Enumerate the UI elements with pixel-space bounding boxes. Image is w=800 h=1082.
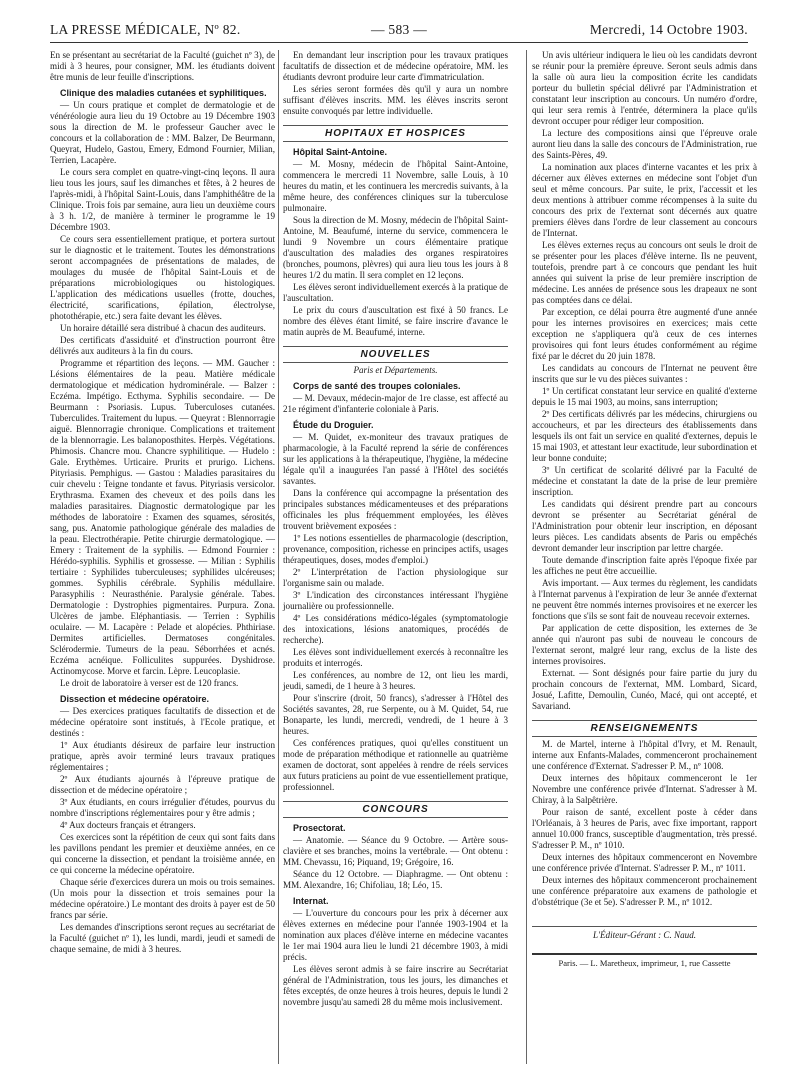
section-heading: Clinique des maladies cutanées et syphilitiques.	[60, 88, 267, 98]
section-banner: CONCOURS	[283, 801, 508, 818]
paragraph: — Des exercices pratiques facultatifs de dissection et de médecine opératoire sont institués, à l'Ecole pratique, et destinés :	[50, 706, 275, 738]
paragraph: Les séries seront formées dès qu'il y aura un nombre suffisant d'élèves inscrits. MM. les élèves inscrits seront ensuite convoqués par lettre individuelle.	[283, 84, 508, 116]
paragraph: Pour raison de santé, excellent poste à céder dans l'Orléanais, à 3 heures de Paris, avec fixe important, rapport annuel 10.000 francs, susceptible d'augmentation, très pressé. S'adresser P. M., nº 1010.	[532, 807, 757, 850]
paragraph: En se présentant au secrétariat de la Faculté (guichet nº 3), de midi à 3 heures, pour consigner, MM. les étudiants doivent être munis de leur feuille d'inscriptions.	[50, 50, 275, 82]
paragraph: Programme et répartition des leçons. — MM. Gaucher : Lésions élémentaires de la peau. Matière médicale dermatologique et médication hydrominérale. — Balzer : Eczéma. Impétigo. Ecthyma. Syphilis secondaire. — De Beurmann : Psoriasis. Lupus. Tuberculoses cutanées. Tuberculides. Traitement du lupus. — Queyrat : Blennorragie aiguë. Blennorragie chronique. Complications et traitement de la blennorragie. Les balanoposthites. Herpès. Végétations. Phimosis. Chancre mou. Chancre syphilitique. — Hudelo : Gale. Erythèmes. Urticaire. Prurits et prurigo. Lichens. Pityriasis. Pemphigus. — Gastou : Maladies parasitaires du cuir chevelu : Teigne tondante et favus. Pityriasis versicolor. Erythrasma. Examen des cheveux et des poils dans les maladies parasitaires. Diagnostic dermatologique par les méthodes de laboratoire : Examen des squames, sérosités, sang, pus. Anatomie pathologique générale des maladies de la peau. Electrothérapie. Petite chirurgie dermatologique. — Emery : Traitement de la syphilis. — Edmond Fournier : Hérédo-syphilis. Syphilis et grossesse. — Milian : Syphilis tertiaire : Syphilides tuberculeuses; syphilides ulcéreuses; gommes. Syphilis cérébrale. Syphilis médullaire. Parasyphilis : Neurasthénie. Paralysie générale. Tabes. Dermatologie : Dystrophies pigmentaires. Purpura. Zona. Ulcères de jambe. Eléphantiasis. — Terrien : Syphilis oculaire. — M. Lacapère : Pelade et alopécies. Phthiriase. Dermites artificielles. Dermatoses congénitales. Sclérodermie. Tumeurs de la peau. Séborrhées et acnés. Eczéma acnéique. Folliculites suppurées. Dyshidrose. Actinomycose. Morve et farcin. Lèpre. Leucoplasie.	[50, 358, 275, 676]
paragraph: Par exception, ce délai pourra être augmenté d'une année pour les internes provisoires en exercices; mais cette exception ne s'appliquera qu'à ceux de ces internes provisoires qui font leurs études conformément au régime fixé par le décret du 20 juin 1878.	[532, 307, 757, 361]
header-rule	[50, 42, 748, 43]
paragraph: Deux internes des hôpitaux commenceront prochainement une conférence préparatoire aux examens de pathologie et d'obstétrique (3e et 5e). S'adresser P. M., nº 1012.	[532, 875, 757, 907]
section-banner: RENSEIGNEMENTS	[532, 720, 757, 737]
paragraph: Chaque série d'exercices durera un mois ou trois semaines. (Un mois pour la dissection et trois semaines pour la médecine opératoire.) Le montant des droits à payer est de 50 francs par série.	[50, 877, 275, 920]
paragraph: Les élèves seront admis à se faire inscrire au Secrétariat général de l'Administration, tous les jours, les dimanches et fêtes exceptés, de onze heures à trois heures, depuis le lundi 2 novembre jusqu'au samedi 28 du même mois inclusivement.	[283, 964, 508, 1007]
section-heading: Corps de santé des troupes coloniales.	[293, 381, 461, 391]
paragraph: — Anatomie. — Séance du 9 Octobre. — Artère sous-clavière et ses branches, moins la vertébrale. — Ont obtenu : MM. Chevassu, 16; Piquand, 19; Grégoire, 16.	[283, 835, 508, 867]
paragraph: — Un cours pratique et complet de dermatologie et de vénéréologie aura lieu du 19 Octobre au 19 Décembre 1903 sous la direction de M. le professeur Gaucher avec le concours et la collaboration de : MM. Balzer, De Beurmann, Queyrat, Hudelo, Gastou, Emery, Edmond Fournier, Milian, Terrien, Lacapère.	[50, 100, 275, 165]
section-heading: Étude du Droguier.	[293, 420, 374, 430]
paragraph: — M. Mosny, médecin de l'hôpital Saint-Antoine, commencera le mercredi 11 Novembre, salle Louis, à 10 heures du matin, et les continuera les mercredis suivants, à la même heure, des conférences cliniques sur la tuberculose pulmonaire.	[283, 159, 508, 213]
paragraph: Deux internes des hôpitaux commenceront en Novembre une conférence privée d'Internat. S'adresser P. M., nº 1011.	[532, 852, 757, 873]
column-divider	[526, 50, 527, 1064]
paragraph: Les élèves seront individuellement exercés à la pratique de l'auscultation.	[283, 282, 508, 303]
list-item: 4º Les considérations médico-légales (symptomatologie des intoxications, lésions anatomiques, procédés de recherche).	[283, 613, 508, 645]
paragraph: Le droit de laboratoire à verser est de 120 francs.	[60, 678, 239, 688]
paragraph: Séance du 12 Octobre. — Diaphragme. — Ont obtenu : MM. Alexandre, 16; Chifoliau, 18; Léo, 15.	[283, 869, 508, 890]
paragraph: Les élèves sont individuellement exercés à reconnaître les produits et interrogés.	[283, 647, 508, 668]
list-item: 1º Aux étudiants désireux de parfaire leur instruction pratique, après avoir terminé leurs travaux pratiques réglementaires ;	[50, 740, 275, 772]
page-number: — 583 —	[370, 22, 428, 37]
paragraph: Un avis ultérieur indiquera le lieu où les candidats devront se réunir pour la première épreuve. Seront seuls admis dans la salle où aura lieu la composition écrite les candidats porteur du bulletin spécial délivré par l'Administration et constatant leur inscription au concours. Un numéro d'ordre, qui leur sera remis à l'entrée, déterminera la place qu'ils devront occuper pour rédiger leur composition.	[532, 50, 757, 126]
paragraph: M. de Martel, interne à l'hôpital d'Ivry, et M. Renault, interne aux Enfants-Malades, commenceront prochainement une conférence d'Externat. S'adresser P. M., nº 1008.	[532, 739, 757, 771]
paragraph: Un horaire détaillé sera distribué à chacun des auditeurs.	[60, 323, 266, 333]
paragraph: Deux internes des hôpitaux commenceront le 1er Novembre une conférence privée d'Internat. S'adresser à M. Chiray, à la Salpêtrière.	[532, 773, 757, 805]
list-item: 3º Aux étudiants, en cours irrégulier d'études, pourvus du nombre d'inscriptions réglementaires pour y être admis ;	[50, 797, 275, 818]
section-heading: Hôpital Saint-Antoine.	[293, 147, 387, 157]
paragraph: Les conférences, au nombre de 12, ont lieu les mardi, jeudi, samedi, de 1 heure à 3 heures.	[283, 670, 508, 691]
list-item: 2º Des certificats délivrés par les médecins, chirurgiens ou accoucheurs, et par les directeurs des établissements dans lesquels ils ont fait un service en qualité d'externes, depuis le 15 mai 1903, et attestant leur exactitude, leur subordination et leur bonne conduite;	[532, 409, 758, 463]
paragraph: Ce cours sera essentiellement pratique, et portera surtout sur le diagnostic et le traitement. Toutes les démonstrations seront accompagnées de présentations de malades, de moulages du musée de l'hôpital Saint-Louis et de préparations microbiologiques ou histologiques. L'application des médications usuelles (frotte, douches, électricité, scarifications, épilation, électrolyse, photothérapie, etc.) sera faite devant les élèves.	[50, 234, 275, 321]
paragraph: Toute demande d'inscription faite après l'époque fixée par les affiches ne peut être accueillie.	[532, 555, 757, 576]
list-item: 1º Les notions essentielles de pharmacologie (description, provenance, composition, richesse en principes actifs, usages thérapeutiques, doses, modes d'emploi.)	[283, 533, 508, 565]
section-banner: HOPITAUX ET HOSPICES	[283, 125, 508, 142]
issue-date: Mercredi, 14 Octobre 1903.	[589, 22, 748, 37]
printer-line: Paris. — L. Maretheux, imprimeur, 1, rue Cassette	[532, 953, 757, 969]
section-heading: Internat.	[293, 896, 329, 906]
paragraph: Externat. — Sont désignés pour faire partie du jury du prochain concours de l'externat, MM. Lombard, Sicard, Josué, Lafitte, Demoulin, Cunéo, Macé, qui ont accepté, et Savariand.	[532, 668, 757, 711]
list-item: 2º Aux étudiants ajournés à l'épreuve pratique de dissection et de médecine opératoire ;	[50, 774, 275, 795]
paragraph: — L'ouverture du concours pour les prix à décerner aux élèves externes en médecine pour l'année 1903-1904 et la nomination aux places d'élève interne en médecine vacantes le 1er mai 1904 aura lieu le lundi 21 décembre 1903, à midi précis.	[283, 908, 508, 962]
section-heading: Prosectorat.	[293, 823, 346, 833]
paragraph: En demandant leur inscription pour les travaux pratiques facultatifs de dissection et de médecine opératoire, MM. les étudiants devront produire leur carte d'immatriculation.	[283, 50, 508, 82]
column-2	[283, 50, 508, 1009]
list-item: 2º L'interprétation de l'action physiologique sur l'organisme sain ou malade.	[283, 567, 508, 588]
paragraph: Ces exercices sont la répétition de ceux qui sont faits dans les pavillons pendant les premier et deuxième années, en ce qui concerne la dissection, et pendant la troisième année, en ce qui concerne la médecine opératoire.	[50, 832, 275, 875]
signature-line: L'Éditeur-Gérant : C. Naud.	[532, 926, 757, 941]
paragraph: Le cours sera complet en quatre-vingt-cinq leçons. Il aura lieu tous les jours, sauf les dimanches et fêtes, à 2 heures de l'après-midi, à l'hôpital Saint-Louis, dans l'amphithéâtre de la Clinique. Trois fois par semaine, aura lieu un deuxième cours à 3 h. 1/2, de manière à terminer le programme le 19 Décembre 1903.	[50, 167, 275, 232]
paragraph: Sous la direction de M. Mosny, médecin de l'hôpital Saint-Antoine, M. Beaufumé, interne du service, commencera le lundi 9 Novembre un cours élémentaire pratique d'auscultation des maladies des organes respiratoires (bronches, poumons, plèvres) qui aura lieu tous les jours à 8 heures 1/2 du matin. Il sera complet en 12 leçons.	[283, 215, 508, 280]
column-1	[50, 50, 275, 956]
paragraph: Les élèves externes reçus au concours ont seuls le droit de se présenter pour les places d'élève interne. Ils ne peuvent, toutefois, prendre part à ce concours que pendant les huit années qui suivent la prise de leur première inscription de médecine. Les années de présence sous les drapeaux ne sont pas comptées dans ce délai.	[532, 240, 757, 305]
section-heading: Dissection et médecine opératoire.	[60, 694, 210, 704]
column-divider	[278, 50, 279, 1064]
page-header	[50, 22, 748, 42]
paragraph: Par application de cette disposition, les externes de 3e année qui n'auront pas subi de nouveau le concours de l'externat seront, malgré leur rang, exclus de la liste des internes provisoires.	[532, 623, 757, 666]
subsection-title: Paris et Départements.	[353, 365, 438, 375]
list-item: 3º Un certificat de scolarité délivré par la Faculté de médecine et constatant la date de la prise de leur première inscription.	[532, 465, 757, 497]
paragraph: Des certificats d'assiduité et d'instruction pourront être délivrés aux auditeurs à la fin du cours.	[50, 335, 275, 356]
paragraph: Ces conférences pratiques, quoi qu'elles constituent un mode de préparation méthodique et rationnelle au quatrième examen de doctorat, sont appelées à rendre de réels services aux futurs praticiens au point de vue essentiellement pratique, professionnel.	[283, 738, 508, 792]
journal-title: LA PRESSE MÉDICALE, Nº 82.	[50, 22, 241, 37]
list-item: 1º Un certificat constatant leur service en qualité d'externe depuis le 15 mai 1903, au moins, sans interruption;	[532, 386, 757, 407]
paragraph: — M. Devaux, médecin-major de 1re classe, est affecté au 21e régiment d'infanterie coloniale à Paris.	[283, 393, 508, 414]
paragraph: Le prix du cours d'auscultation est fixé à 50 francs. Le nombre des élèves étant limité, se faire inscrire d'avance le matin auprès de M. Beaufumé, interne.	[283, 305, 508, 337]
paragraph: La lecture des compositions ainsi que l'épreuve orale auront lieu dans la salle des concours de l'Administration, rue des Saints-Pères, 49.	[532, 128, 757, 160]
paragraph: Pour s'inscrire (droit, 50 francs), s'adresser à l'Hôtel des Sociétés savantes, 28, rue Serpente, ou à M. Quidet, 54, rue Bonaparte, les lundi, mercredi, vendredi, de 1 heure à 3 heures.	[283, 693, 508, 736]
section-banner: NOUVELLES	[283, 346, 508, 363]
column-3	[532, 50, 757, 969]
paragraph: Les demandes d'inscriptions seront reçues au secrétariat de la Faculté (guichet nº 1), les lundi, mardi, jeudi et samedi de chaque semaine, de midi à 3 heures.	[50, 922, 275, 954]
paragraph: Dans la conférence qui accompagne la présentation des principales substances médicamenteuses et des préparations officinales les plus fréquemment employées, les élèves trouvent brièvement exposées :	[283, 488, 508, 531]
list-item: 4º Aux docteurs français et étrangers.	[60, 820, 196, 830]
paragraph: La nomination aux places d'interne vacantes et les prix à décerner aux élèves externes en médecine sont l'objet d'un seul et même concours. Par suite, le prix, l'accessit et les deux mentions à attribuer comme récompenses à la suite du concours des prix de l'externat sont décernés aux quatre premiers élèves dans l'ordre de leur classement au concours de l'Internat.	[532, 162, 757, 238]
paragraph: — M. Quidet, ex-moniteur des travaux pratiques de pharmacologie, à la Faculté reprend la série de conférences sur les applications à la thérapeutique, l'hygiène, la médecine légale qu'il a inaugurées l'an passé à l'Hôtel des sociétés savantes.	[283, 432, 508, 486]
list-item: 3º L'indication des circonstances intéressant l'hygiène journalière ou professionnelle.	[283, 590, 508, 611]
paragraph: Les candidats au concours de l'Internat ne peuvent être inscrits que sur le vu des pièces suivantes :	[532, 363, 757, 384]
paragraph: Avis important. — Aux termes du règlement, les candidats à l'Internat parvenus à l'expiration de leur 3e année d'externat ne peuvent être nommés internes provisoires et ne exercer les fonctions que s'ils se sont fait de nouveau recevoir externes.	[532, 578, 757, 621]
paragraph: Les candidats qui désirent prendre part au concours devront se présenter au Secrétariat général de l'Administration pour obtenir leur inscription, en déposant leurs pièces. Les candidats absents de Paris ou empêchés devront demander leur inscription par lettre chargée.	[532, 499, 757, 553]
